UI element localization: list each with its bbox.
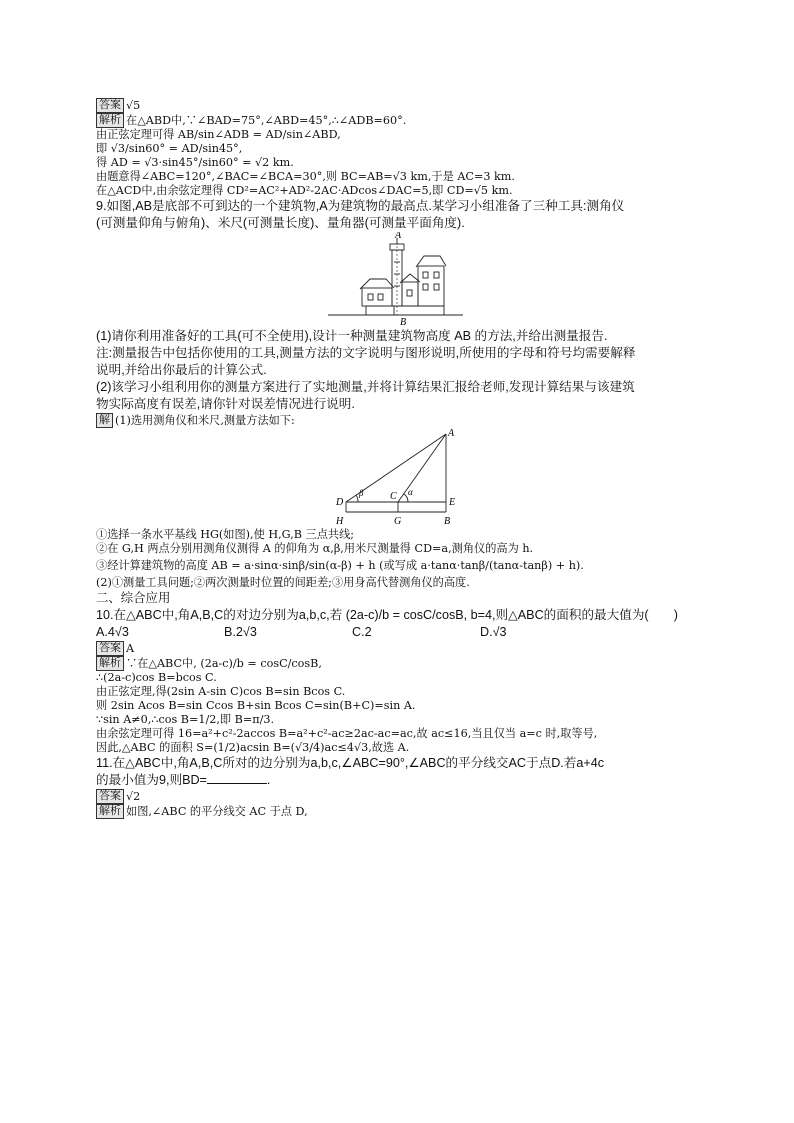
diagram-label-g: G — [394, 516, 402, 527]
text-line: 由题意得∠ABC=120°,∠BAC=∠BCA=30°,则 BC=AB=√3 km,于是 AC=3 km. — [96, 170, 515, 183]
text-line: 则 2sin Acos B=sin Ccos B+sin Bcos C=sin(B+C)=sin A. — [96, 699, 416, 712]
solution-tag: 解 — [96, 413, 113, 428]
diagram-label-e: E — [449, 497, 456, 508]
text-line: 得 AD = √3·sin45°/sin60° = √2 km. — [96, 156, 294, 169]
diagram-label-a: A — [448, 428, 455, 439]
question-9-stem-cont: (可测量仰角与俯角)、米尺(可测量长度)、量角器(可测量平面角度). — [96, 216, 465, 230]
analysis-tag: 解析 — [96, 656, 124, 671]
answer-value: √2 — [126, 790, 141, 803]
option-b: B.2√3 — [224, 625, 257, 639]
fig-label-b: B — [400, 317, 407, 328]
answer-value: √5 — [126, 99, 141, 112]
answer-line — [96, 98, 700, 113]
text-line: 的最小值为9,则BD= — [96, 773, 207, 787]
text-line: 在△ABD中,∵∠BAD=75°,∠ABD=45°,∴∠ADB=60°. — [126, 114, 407, 127]
text-line: 如图,∠ABC 的平分线交 AC 于点 D, — [126, 805, 308, 818]
answer-line — [96, 641, 700, 656]
formula-line: ③经计算建筑物的高度 AB = a·sinα·sinβ/sin(α-β) + h (或写成 a·tanα·tanβ/(tanα-tanβ) + h). — [96, 559, 584, 572]
section-heading: 二、综合应用 — [96, 591, 171, 605]
text-line: 由正弦定理,得(2sin A-sin C)cos B=sin Bcos C. — [96, 685, 346, 698]
building-figure — [328, 232, 468, 328]
text-line: (2)①测量工具问题;②两次测量时位置的间距差;③用身高代替测角仪的高度. — [96, 576, 470, 589]
text-line: ②在 G,H 两点分别用测角仪测得 A 的仰角为 α,β,用米尺测量得 CD=a,测角仪的高为 h. — [96, 542, 534, 555]
question-9-stem: 9.如图,AB是底部不可到达的一个建筑物,A为建筑物的最高点.某学习小组准备了三种工具:测角仪 — [96, 199, 625, 213]
question-9-note-cont: 说明,并给出你最后的计算公式. — [96, 363, 267, 377]
option-a: A.4√3 — [96, 625, 129, 639]
page — [96, 98, 700, 819]
question-10-options — [96, 624, 700, 641]
option-c: C.2 — [352, 625, 372, 639]
diagram-label-d: D — [336, 497, 344, 508]
diagram-label-c: C — [390, 491, 397, 502]
text-line: 由正弦定理可得 AB/sin∠ADB = AD/sin∠ABD, — [96, 128, 341, 141]
analysis-line — [96, 656, 700, 671]
option-d: D.√3 — [480, 625, 507, 639]
text-line: 因此,△ABC 的面积 S=(1/2)acsin B=(√3/4)ac≤4√3,故选 A. — [96, 741, 410, 754]
analysis-line — [96, 804, 700, 819]
diagram-label-beta: β — [359, 488, 364, 498]
analysis-tag: 解析 — [96, 113, 124, 128]
text-line: ∵在△ABC中, (2a-c)/b = cosC/cosB, — [126, 657, 322, 670]
solution-line — [96, 413, 700, 428]
diagram-label-h: H — [336, 516, 344, 527]
question-11-stem: 11.在△ABC中,角A,B,C所对的边分别为a,b,c,∠ABC=90°,∠ABC的平分线交AC于点D.若a+4c — [96, 756, 605, 770]
analysis-line — [96, 113, 700, 128]
answer-line — [96, 789, 700, 804]
diagram-label-alpha: α — [408, 487, 413, 497]
question-11-stem-cont: 的最小值为9,则BD= . — [96, 773, 271, 787]
question-9-part2-cont: 物实际高度有误差,请你针对误差情况进行说明. — [96, 397, 355, 411]
answer-tag: 答案 — [96, 98, 124, 113]
question-10-stem: 10.在△ABC中,角A,B,C的对边分别为a,b,c,若 (2a-c)/b = cosC/cosB, b=4,则△ABC的面积的最大值为( ) — [96, 608, 679, 622]
text-line: ∵sin A≠0,∴cos B=1/2,即 B=π/3. — [96, 713, 275, 726]
text-line: (1)选用测角仪和米尺,测量方法如下: — [115, 414, 295, 427]
text-line: 由余弦定理可得 16=a²+c²-2accos B=a²+c²-ac≥2ac-ac=ac,故 ac≤16,当且仅当 a=c 时,取等号, — [96, 727, 598, 740]
question-9-note: 注:测量报告中包括你使用的工具,测量方法的文字说明与图形说明,所使用的字母和符号均需要解释 — [96, 346, 636, 360]
measurement-diagram — [328, 428, 468, 528]
answer-value: A — [126, 642, 135, 655]
question-9-part2: (2)该学习小组利用你的测量方案进行了实地测量,并将计算结果汇报给老师,发现计算结果与该建筑 — [96, 380, 635, 394]
text-line: 即 √3/sin60° = AD/sin45°, — [96, 142, 243, 155]
answer-tag: 答案 — [96, 789, 124, 804]
diagram-label-b: B — [444, 516, 451, 527]
fig-label-a: A — [395, 232, 402, 241]
answer-tag: 答案 — [96, 641, 124, 656]
text-line: ①选择一条水平基线 HG(如图),使 H,G,B 三点共线; — [96, 528, 355, 541]
answer-blank — [207, 772, 267, 784]
text-line: 在△ACD中,由余弦定理得 CD²=AC²+AD²-2AC·ADcos∠DAC=5,即 CD=√5 km. — [96, 184, 513, 197]
question-9-part1: (1)请你利用准备好的工具(可不全使用),设计一种测量建筑物高度 AB 的方法,并给出测量报告. — [96, 329, 608, 343]
analysis-tag: 解析 — [96, 804, 124, 819]
text-line: ∴(2a-c)cos B=bcos C. — [96, 671, 217, 684]
